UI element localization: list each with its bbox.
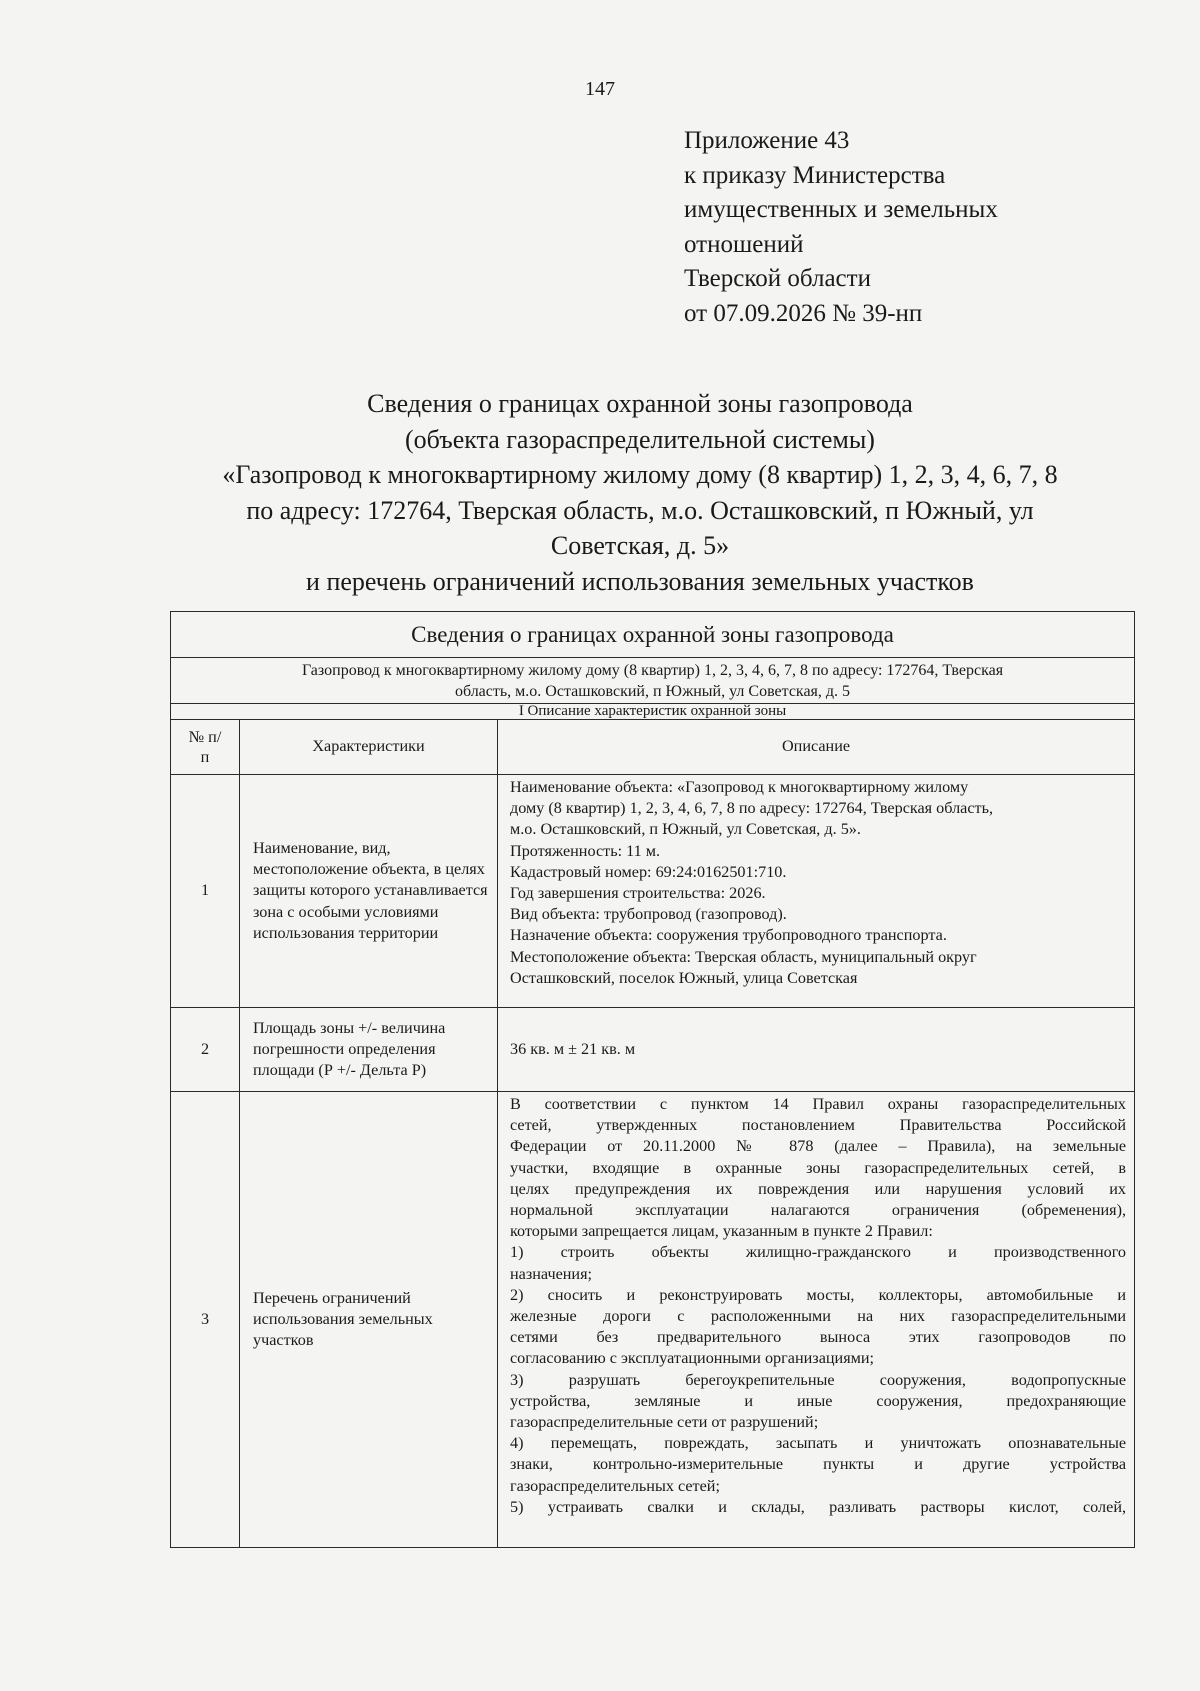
table-header-row [171, 720, 1135, 775]
header-num [171, 720, 240, 775]
table-row [171, 775, 1135, 1008]
appendix-block [684, 124, 998, 331]
appendix-line: отношений [684, 230, 804, 258]
description-line: В соответствии с пунктом 14 Правил охраны газораспределительных [510, 1095, 1127, 1113]
description-line: сетями без предварительного выноса этих газопроводов по [510, 1328, 1127, 1347]
appendix-line: Приложение 43 [684, 127, 850, 154]
document-heading [160, 386, 1120, 599]
description-line: сетей, утвержденных постановлением Правительства Российской [510, 1116, 1127, 1135]
header-num-label: № п/п [188, 728, 222, 766]
description-line: Федерации от 20.11.2000 № 878 (далее – Правила), на земельные [510, 1137, 1127, 1156]
description-line: 1) строить объекты жилищно-гражданского и производственного [510, 1243, 1127, 1262]
heading-line: «Газопровод к многоквартирному жилому дому (8 квартир) 1, 2, 3, 4, 6, 7, 8 [222, 460, 1058, 489]
zone-info-table [170, 611, 1135, 1548]
row-characteristic: Перечень ограничений использования земельных участков [240, 1092, 498, 1548]
description-line: 2) сносить и реконструировать мосты, коллекторы, автомобильные и [510, 1285, 1127, 1304]
object-name-line: область, м.о. Осташковский, п Южный, ул Советская, д. 5 [454, 682, 851, 700]
section-title: I Описание характеристик охранной зоны [171, 704, 1135, 720]
row-number: 3 [171, 1092, 240, 1548]
description-line: 3) разрушать берегоукрепительные сооружения, водопропускные [510, 1370, 1127, 1389]
description-line: Назначение объекта: сооружения трубопроводного транспорта. [510, 926, 947, 945]
description-line: которыми запрещается лицам, указанным в пункте 2 Правил: [510, 1222, 933, 1241]
header-characteristics: Характеристики [240, 720, 498, 775]
row-number: 2 [171, 1008, 240, 1092]
heading-line: и перечень ограничений использования земельных участков [306, 566, 974, 596]
object-name-line: Газопровод к многоквартирному жилому дому (8 квартир) 1, 2, 3, 4, 6, 7, 8 по адресу: 172764, Тверская [301, 661, 1004, 679]
description-line: газораспределительных сетей; [510, 1476, 720, 1495]
description-line: согласованию с эксплуатационными организациями; [510, 1349, 875, 1368]
description-line: 4) перемещать, повреждать, засыпать и уничтожать опознавательные [510, 1434, 1127, 1453]
appendix-line: Тверской области [684, 265, 871, 292]
description-line: Год завершения строительства: 2026. [510, 884, 766, 903]
heading-line: (объекта газораспределительной системы) [405, 424, 875, 454]
description-line: железные дороги с расположенными на них газораспределительными [510, 1307, 1127, 1326]
description-line: назначения; [510, 1264, 593, 1283]
row-description [498, 1092, 1135, 1548]
table-row [171, 1092, 1135, 1548]
description-line: Местоположение объекта: Тверская область, муниципальный округ [510, 947, 977, 966]
description-line: дому (8 квартир) 1, 2, 3, 4, 6, 7, 8 по адресу: 172764, Тверская область, [510, 799, 994, 818]
heading-line: Советская, д. 5» [550, 531, 730, 560]
row-description [498, 775, 1135, 1008]
description-line: газораспределительные сети от разрушений; [510, 1413, 819, 1432]
description-line: участки, входящие в охранные зоны газораспределительных сетей, в [510, 1158, 1127, 1177]
description-line: Наименование объекта: «Газопровод к многоквартирному жилому [510, 778, 969, 796]
row-characteristic: Площадь зоны +/- величина погрешности определения площади (Р +/- Дельта Р) [240, 1008, 498, 1092]
row-characteristic: Наименование, вид, местоположение объекта, в целях защиты которого устанавливается зона с особыми условиями использования территории [240, 775, 498, 1008]
description-line: Кадастровый номер: 69:24:0162501:710. [510, 862, 787, 881]
table-object-name [171, 658, 1135, 704]
heading-line: Сведения о границах охранной зоны газопровода [367, 389, 913, 418]
table-row [171, 1008, 1135, 1092]
appendix-line: к приказу Министерства [684, 161, 946, 189]
description-line: м.о. Осташковский, п Южный, ул Советская, д. 5». [510, 820, 861, 839]
row-number: 1 [171, 775, 240, 1008]
description-line: Вид объекта: трубопровод (газопровод). [510, 905, 787, 924]
header-description: Описание [498, 720, 1135, 775]
description-line: Осташковский, поселок Южный, улица Советская [510, 968, 858, 987]
row-description: 36 кв. м ± 21 кв. м [498, 1008, 1135, 1092]
description-line: знаки, контрольно-измерительные пункты и другие устройства [510, 1455, 1127, 1474]
description-line: устройства, земляные и иные сооружения, предохраняющие [510, 1391, 1127, 1410]
description-line: 5) устраивать свалки и склады, разливать растворы кислот, солей, [510, 1497, 1127, 1516]
appendix-line: имущественных и земельных [684, 196, 998, 223]
heading-line: по адресу: 172764, Тверская область, м.о. Осташковский, п Южный, ул [246, 495, 1034, 525]
description-line: целях предупреждения их повреждения или нарушения условий их [510, 1179, 1127, 1198]
table-title: Сведения о границах охранной зоны газопровода [171, 612, 1135, 658]
appendix-line: от 07.09.2026 № 39-нп [684, 299, 923, 327]
description-line: Протяженность: 11 м. [510, 841, 661, 860]
page-number: 147 [585, 78, 615, 100]
description-line: нормальной эксплуатации налагаются ограничения (обременения), [510, 1201, 1127, 1220]
